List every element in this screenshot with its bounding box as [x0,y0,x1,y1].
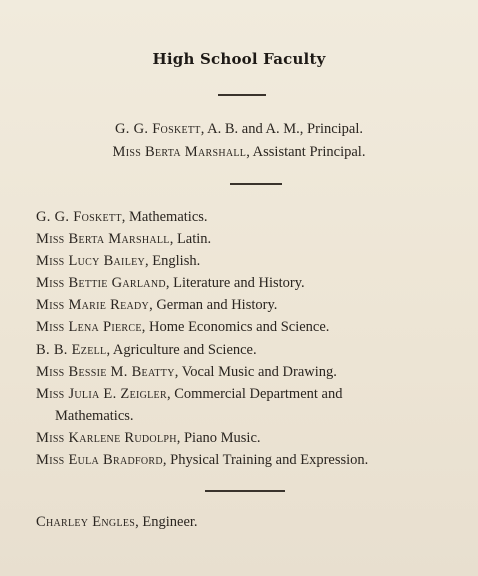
faculty-role: , Mathematics. [121,209,208,225]
faculty-name: Miss Karlene Rudolph [36,429,177,446]
assistant-principal-role: , Assistant Principal. [246,144,366,160]
faculty-role: , Piano Music. [176,429,261,446]
principal-line [0,118,478,140]
faculty-role: , Home Economics and Science. [141,319,330,336]
faculty-name: Miss Bessie M. Beatty [36,363,175,380]
faculty-row [36,427,456,449]
engineer-line [36,514,198,531]
faculty-role: , Physical Training and Expression. [162,452,369,469]
faculty-name: Miss Julia E. Zeigler [36,385,167,402]
divider-top [218,94,266,96]
faculty-role: , English. [145,253,201,270]
faculty-name: Miss Marie Ready [36,297,150,314]
principal-name: G. G. Foskett [114,121,201,137]
faculty-name: Miss Bettie Garland [36,275,166,292]
faculty-row [36,206,456,228]
faculty-row [36,272,456,294]
faculty-row [36,449,456,471]
faculty-name: B. B. Ezell [36,341,107,358]
faculty-name: Miss Lucy Bailey [36,253,146,270]
assistant-principal-name: Miss Berta Marshall [112,144,247,160]
faculty-name: Miss Eula Bradford [36,452,163,469]
divider-middle [230,183,282,185]
engineer-name: Charley Engles [36,514,136,530]
faculty-list [36,206,456,471]
faculty-role: , Commercial Department and [166,385,343,402]
faculty-name: G. G. Foskett [36,209,122,225]
faculty-role: , Vocal Music and Drawing. [174,363,337,380]
faculty-row [36,316,456,338]
faculty-row [36,361,456,383]
faculty-role-continued: Mathematics. [55,407,134,424]
engineer-role: , Engineer. [135,514,198,530]
faculty-name: Miss Berta Marshall [36,231,170,248]
faculty-name: Miss Lena Pierce [36,319,142,336]
assistant-principal-line [0,141,478,163]
faculty-row [36,228,456,250]
faculty-row [36,250,456,272]
divider-bottom [205,490,285,492]
faculty-row [36,383,456,427]
page-title: High School Faculty [152,50,326,68]
faculty-role: , German and History. [149,297,278,314]
faculty-row [36,339,456,361]
faculty-role: , Latin. [169,231,212,248]
faculty-role: , Agriculture and Science. [106,341,257,358]
faculty-role: , Literature and History. [165,275,305,292]
principal-role: , A. B. and A. M., Principal. [200,121,364,137]
faculty-row [36,294,456,316]
